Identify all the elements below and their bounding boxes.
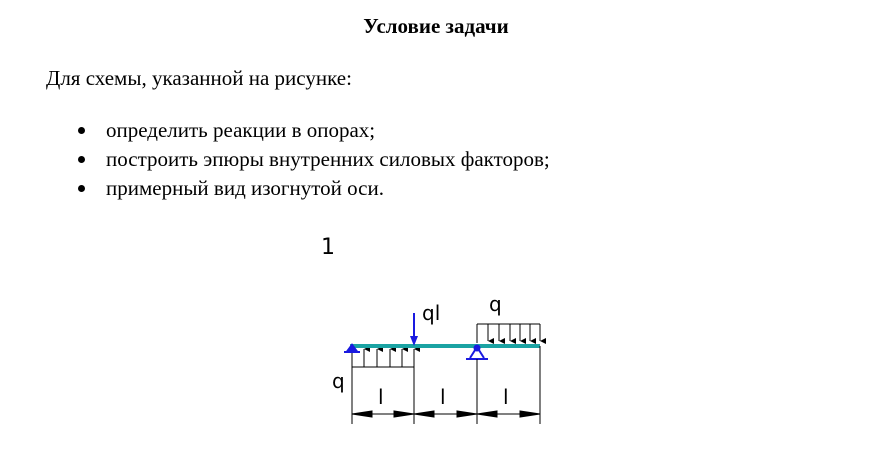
page-title: Условие задачи: [363, 14, 509, 38]
distributed-load-right: [477, 324, 540, 343]
task-list: [74, 116, 550, 203]
list-item: построить эпюры внутренних силовых факторов;: [74, 145, 550, 174]
intro-text: Для схемы, указанной на рисунке:: [46, 66, 352, 90]
distributed-load-left: [352, 349, 414, 367]
bullet-icon: [78, 127, 85, 134]
list-item: определить реакции в опорах;: [74, 116, 550, 145]
beam-diagram: [300, 225, 570, 435]
list-item: примерный вид изогнутой оси.: [74, 174, 550, 203]
bullet-icon: [78, 156, 85, 163]
figure-number: 1: [321, 235, 335, 260]
force-label: ql: [422, 301, 441, 325]
span-label-2: l: [440, 385, 446, 409]
concentrated-force: [410, 313, 418, 346]
span-label-1: l: [378, 385, 384, 409]
load-label-left: q: [332, 369, 345, 393]
load-label-right: q: [489, 292, 502, 316]
bullet-icon: [78, 185, 85, 192]
span-label-3: l: [503, 385, 509, 409]
